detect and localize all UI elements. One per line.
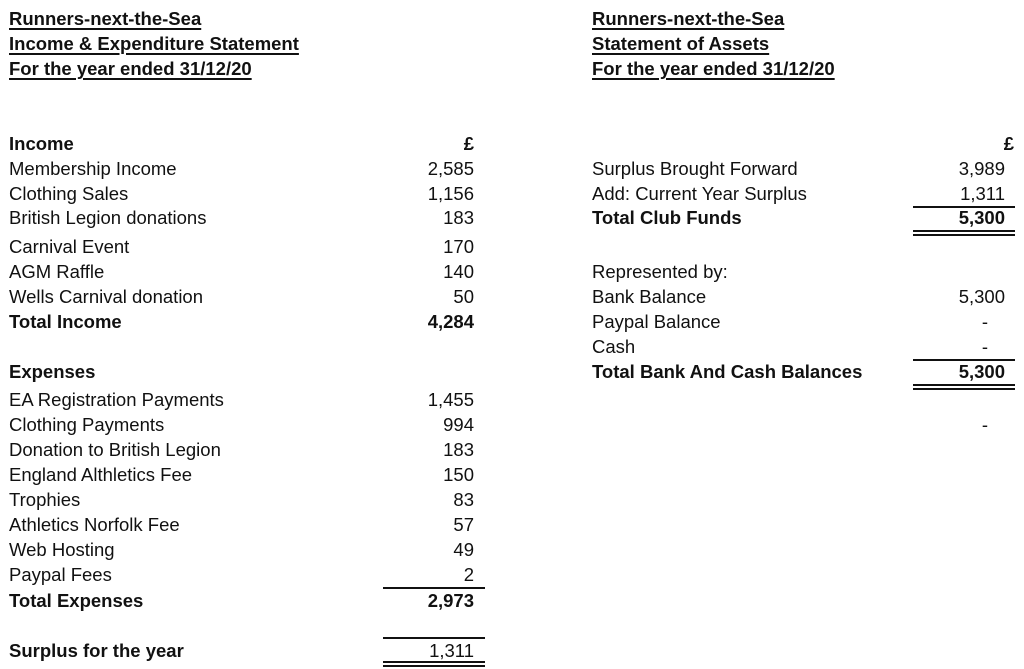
statement-title: Statement of Assets: [592, 33, 770, 54]
row-value: 83: [453, 489, 474, 510]
total-club-funds-value: 5,300: [958, 207, 1005, 228]
currency-header: £: [1003, 133, 1014, 154]
row-value: 5,300: [958, 286, 1005, 307]
surplus-label: Surplus for the year: [9, 640, 184, 661]
row-value: 1,156: [427, 183, 474, 204]
total-balances-value: 5,300: [958, 361, 1005, 382]
row-label: Trophies: [9, 489, 81, 510]
period-title: For the year ended 31/12/20: [592, 58, 835, 79]
row-value: 150: [443, 464, 474, 485]
surplus-top-rule: [383, 637, 485, 639]
total-income-label: Total Income: [9, 311, 122, 332]
row-value: 2,585: [427, 158, 474, 179]
club-name-title: Runners-next-the-Sea: [592, 8, 785, 29]
represented-by-label: Represented by:: [592, 261, 728, 282]
total-expenses-value: 2,973: [427, 590, 474, 611]
row-label: Clothing Payments: [9, 414, 165, 435]
row-value: 49: [453, 539, 474, 560]
row-label: Donation to British Legion: [9, 439, 221, 460]
row-value: 1,455: [427, 389, 474, 410]
funds-double-rule: [913, 230, 1015, 236]
row-label: Paypal Balance: [592, 311, 721, 332]
row-label: Bank Balance: [592, 286, 707, 307]
row-value: 994: [443, 414, 474, 435]
row-label: Paypal Fees: [9, 564, 112, 585]
row-label: Wells Carnival donation: [9, 286, 204, 307]
row-label: AGM Raffle: [9, 261, 105, 282]
row-label: England Althletics Fee: [9, 464, 193, 485]
club-name-title: Runners-next-the-Sea: [9, 8, 202, 29]
surplus-double-rule: [383, 661, 485, 667]
row-label: Clothing Sales: [9, 183, 129, 204]
row-value: -: [981, 336, 988, 357]
total-club-funds-label: Total Club Funds: [592, 207, 742, 228]
currency-header: £: [463, 133, 474, 154]
row-value: 183: [443, 207, 474, 228]
row-label: Carnival Event: [9, 236, 130, 257]
balances-double-rule: [913, 384, 1015, 390]
income-heading: Income: [9, 133, 74, 154]
row-label: Athletics Norfolk Fee: [9, 514, 180, 535]
surplus-value: 1,311: [429, 640, 474, 661]
row-label: British Legion donations: [9, 207, 207, 228]
row-value: 3,989: [958, 158, 1005, 179]
total-income-value: 4,284: [427, 311, 474, 332]
row-label: Membership Income: [9, 158, 177, 179]
stray-dash-value: -: [981, 414, 988, 435]
total-expenses-label: Total Expenses: [9, 590, 144, 611]
row-label: Add: Current Year Surplus: [592, 183, 807, 204]
row-value: 183: [443, 439, 474, 460]
expenses-heading: Expenses: [9, 361, 96, 382]
subtotal-rule: [383, 587, 485, 589]
row-label: Cash: [592, 336, 636, 357]
row-value: 170: [443, 236, 474, 257]
row-value: 1,311: [960, 183, 1005, 204]
statement-title: Income & Expenditure Statement: [9, 33, 299, 54]
row-value: 57: [453, 514, 474, 535]
row-value: 50: [453, 286, 474, 307]
row-label: Surplus Brought Forward: [592, 158, 798, 179]
row-value: 2: [463, 564, 474, 585]
period-title: For the year ended 31/12/20: [9, 58, 252, 79]
row-label: EA Registration Payments: [9, 389, 224, 410]
total-balances-label: Total Bank And Cash Balances: [592, 361, 863, 382]
row-value: -: [981, 311, 988, 332]
row-label: Web Hosting: [9, 539, 115, 560]
row-value: 140: [443, 261, 474, 282]
